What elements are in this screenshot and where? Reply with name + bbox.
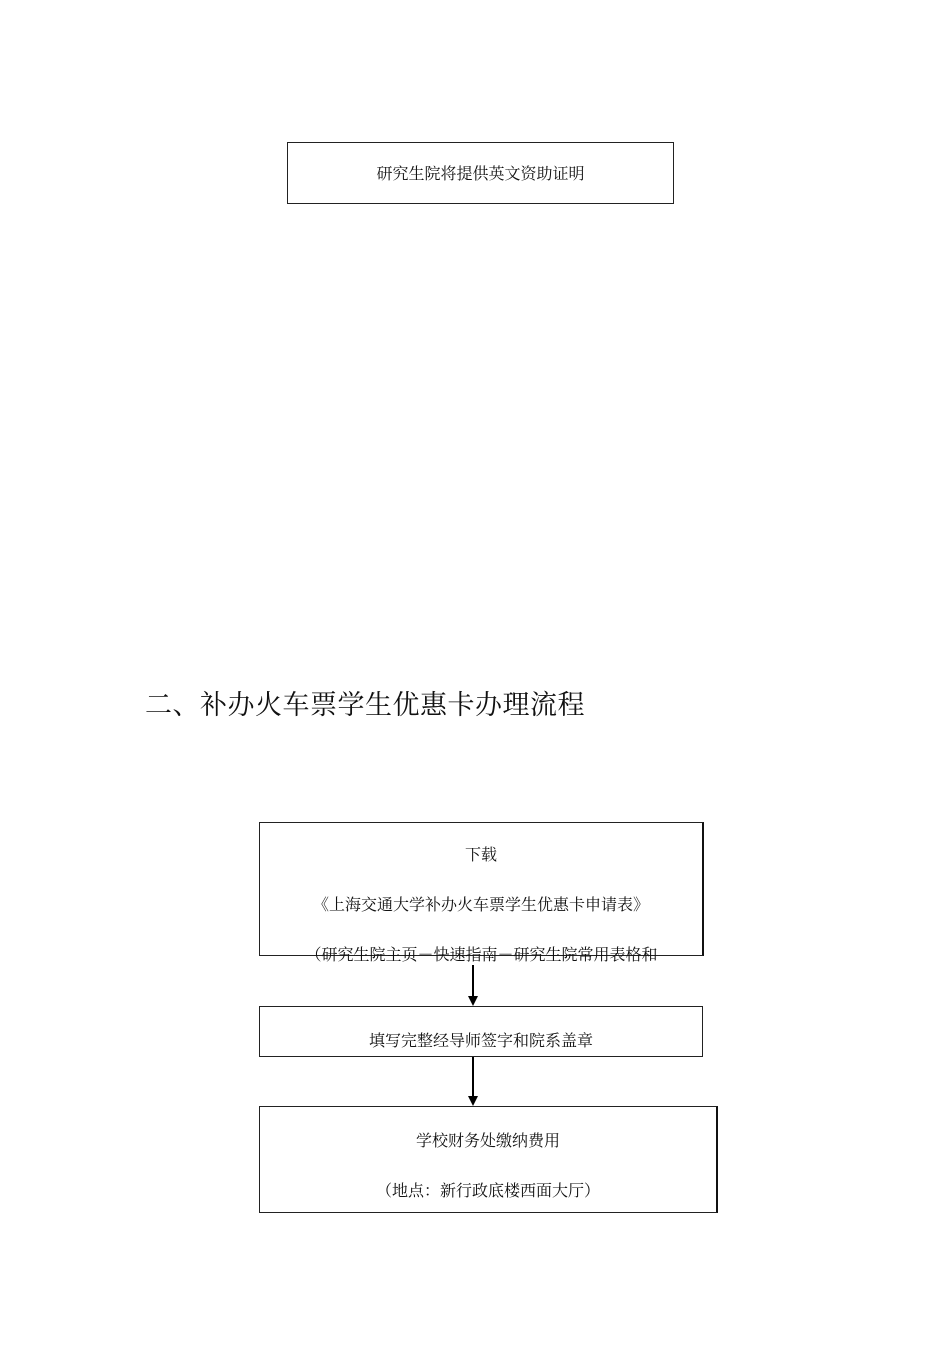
flow-arrow-2-head bbox=[468, 1096, 478, 1106]
flow-step-download-title: 下载 bbox=[464, 845, 497, 864]
top-info-box bbox=[287, 142, 674, 204]
flow-arrow-1-head bbox=[468, 996, 478, 1006]
flow-step-payment-title: 学校财务处缴纳费用 bbox=[415, 1131, 560, 1150]
flow-arrow-2 bbox=[472, 1057, 474, 1096]
flow-step-download-box bbox=[259, 822, 704, 956]
flow-arrow-1 bbox=[472, 965, 474, 997]
flow-step-payment-box bbox=[259, 1106, 718, 1213]
flow-step-download-form-name: 《上海交通大学补办火车票学生优惠卡申请表》 bbox=[312, 895, 649, 914]
top-info-text: 研究生院将提供英文资助证明 bbox=[376, 164, 585, 183]
flow-step-download-path: （研究生院主页－快速指南－研究生院常用表格和 bbox=[305, 945, 658, 964]
flow-step-payment-location: （地点：新行政底楼西面大厅） bbox=[375, 1181, 600, 1200]
flow-step-sign-text: 填写完整经导师签字和院系盖章 bbox=[368, 1031, 593, 1050]
flow-step-sign-box bbox=[259, 1006, 703, 1057]
section-heading: 二、补办火车票学生优惠卡办理流程 bbox=[145, 690, 585, 721]
